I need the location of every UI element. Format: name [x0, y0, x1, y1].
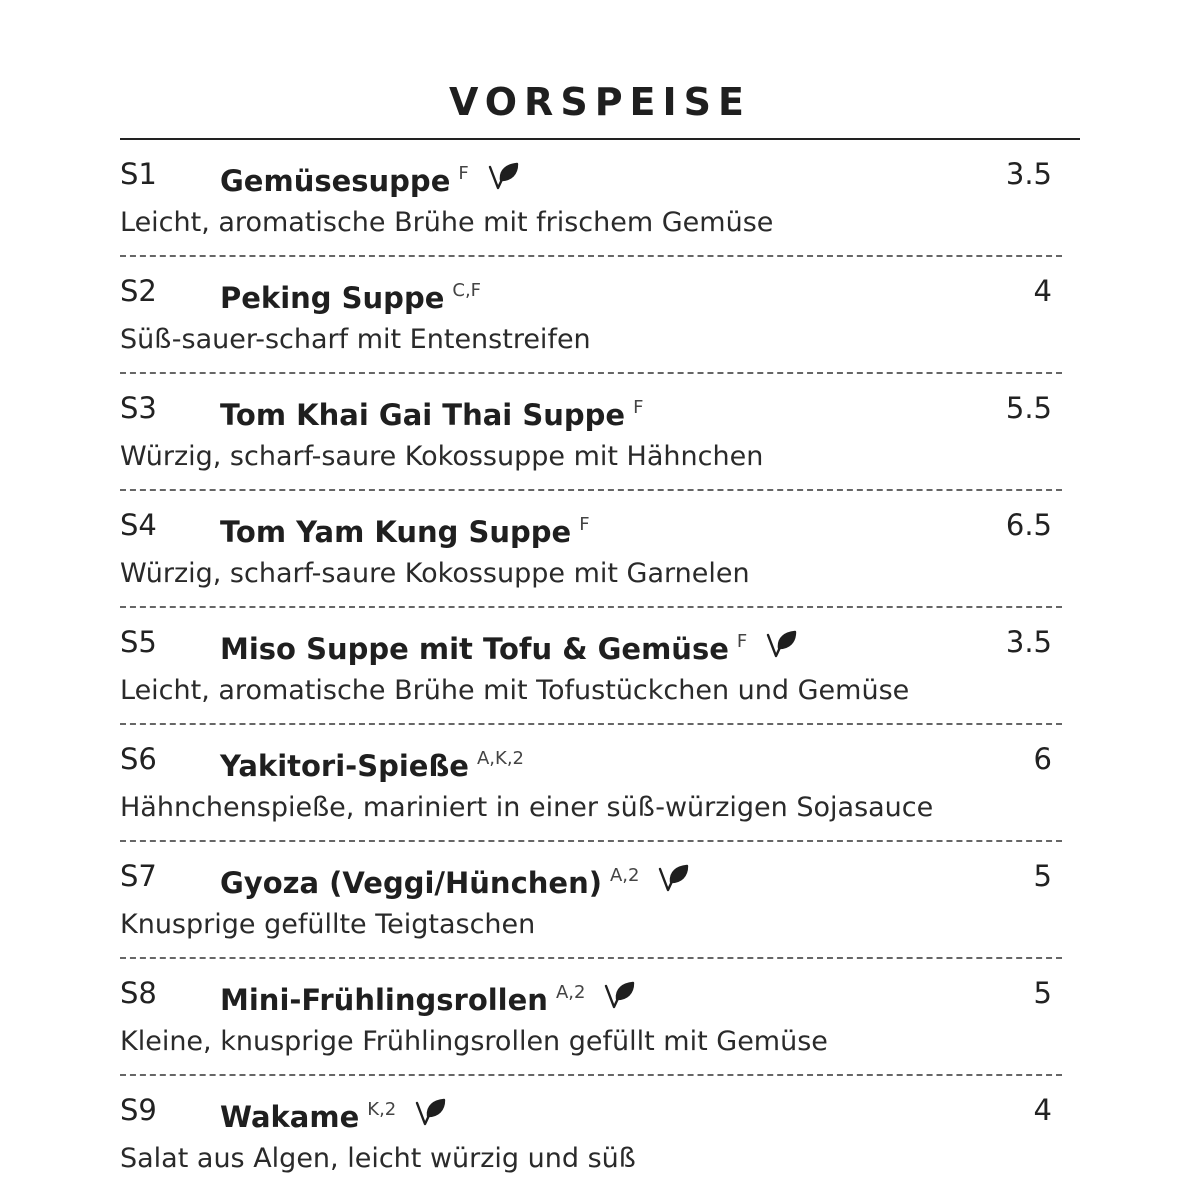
menu-item — [120, 725, 1062, 842]
item-description: Knusprige gefüllte Teigtaschen — [120, 909, 536, 940]
item-price: 5 — [1033, 859, 1052, 893]
item-title — [220, 858, 689, 908]
item-title — [220, 507, 590, 555]
item-name: Miso Suppe mit Tofu & Gemüse — [220, 632, 729, 666]
item-code: S6 — [120, 742, 157, 776]
item-description: Würzig, scharf-saure Kokossuppe mit Garnelen — [120, 558, 750, 589]
item-code: S8 — [120, 976, 157, 1010]
item-title — [220, 390, 643, 438]
item-name: Mini-Frühlingsrollen — [220, 983, 548, 1017]
item-name: Tom Khai Gai Thai Suppe — [220, 398, 626, 432]
item-code: S1 — [120, 157, 157, 191]
item-allergens: F — [579, 514, 590, 535]
item-description: Leicht, aromatische Brühe mit Tofustückchen und Gemüse — [120, 675, 910, 706]
item-code: S4 — [120, 508, 157, 542]
leaf-icon — [657, 863, 689, 908]
item-title — [220, 624, 797, 674]
leaf-icon — [603, 980, 635, 1025]
item-description: Süß-sauer-scharf mit Entenstreifen — [120, 324, 591, 355]
item-price: 5.5 — [1005, 391, 1052, 425]
menu-card — [120, 0, 1080, 1193]
menu-item — [120, 1076, 1062, 1193]
item-price: 3.5 — [1005, 157, 1052, 191]
item-price: 6.5 — [1005, 508, 1052, 542]
item-name: Tom Yam Kung Suppe — [220, 515, 572, 549]
item-code: S7 — [120, 859, 157, 893]
item-code: S5 — [120, 625, 157, 659]
item-description: Salat aus Algen, leicht würzig und süß — [120, 1143, 636, 1174]
item-allergens: F — [458, 163, 469, 184]
item-code: S9 — [120, 1093, 157, 1127]
item-allergens: A,2 — [609, 865, 640, 886]
item-title — [220, 156, 519, 206]
menu-item — [120, 608, 1062, 725]
leaf-icon — [414, 1097, 446, 1142]
item-price: 6 — [1033, 742, 1052, 776]
item-name: Gyoza (Veggi/Hünchen) — [220, 866, 602, 900]
item-allergens: A,K,2 — [476, 748, 524, 769]
item-title — [220, 1092, 446, 1142]
section-title: VORSPEISE — [120, 0, 1080, 140]
item-allergens: K,2 — [367, 1099, 397, 1120]
item-allergens: C,F — [452, 280, 482, 301]
menu-item — [120, 959, 1062, 1076]
item-description: Würzig, scharf-saure Kokossuppe mit Hähnchen — [120, 441, 764, 472]
leaf-icon — [487, 161, 519, 206]
item-name: Yakitori-Spieße — [220, 749, 469, 783]
menu-item — [120, 140, 1062, 257]
item-name: Gemüsesuppe — [220, 164, 451, 198]
item-allergens: A,2 — [555, 982, 586, 1003]
leaf-icon — [765, 629, 797, 674]
menu-item — [120, 842, 1062, 959]
item-code: S3 — [120, 391, 157, 425]
item-allergens: F — [736, 631, 748, 652]
item-code: S2 — [120, 274, 157, 308]
menu-item — [120, 491, 1062, 608]
item-price: 4 — [1033, 1093, 1052, 1127]
item-price: 5 — [1033, 976, 1052, 1010]
item-price: 4 — [1033, 274, 1052, 308]
item-description: Leicht, aromatische Brühe mit frischem Gemüse — [120, 207, 774, 238]
item-allergens: F — [633, 397, 644, 418]
item-name: Wakame — [220, 1100, 360, 1134]
menu-item — [120, 374, 1062, 491]
item-title — [220, 975, 635, 1025]
item-price: 3.5 — [1005, 625, 1052, 659]
item-description: Kleine, knusprige Frühlingsrollen gefüllt mit Gemüse — [120, 1026, 828, 1057]
item-title — [220, 273, 481, 321]
menu-item-list — [120, 140, 1080, 1193]
item-title — [220, 741, 524, 789]
item-description: Hähnchenspieße, mariniert in einer süß-würzigen Sojasauce — [120, 792, 934, 823]
item-name: Peking Suppe — [220, 281, 445, 315]
menu-item — [120, 257, 1062, 374]
